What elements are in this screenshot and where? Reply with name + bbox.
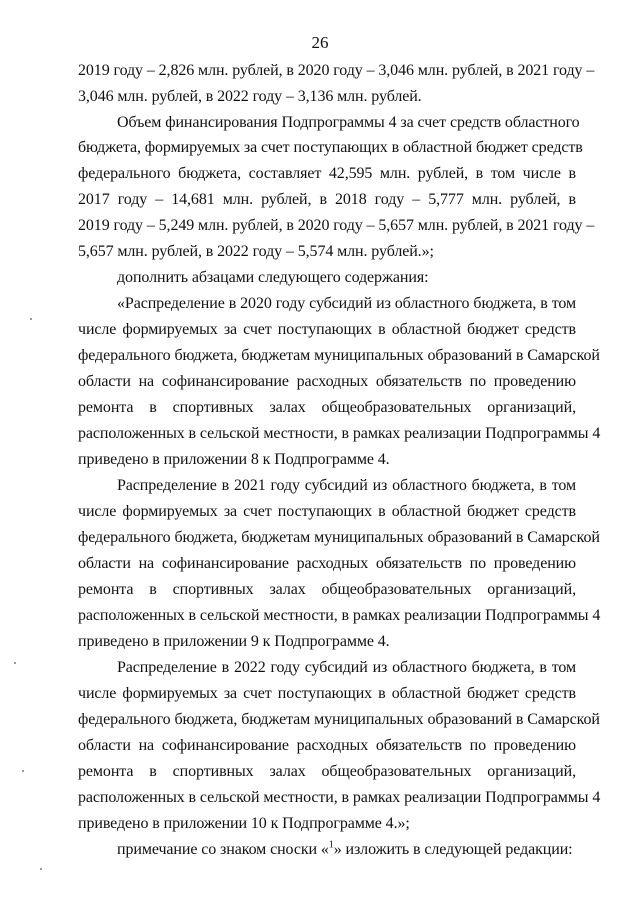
- footnote-instruction-line: [117, 840, 576, 860]
- text-line: федерального бюджета, бюджетам муниципальных образований в Самарской: [78, 347, 600, 364]
- text-line: расположенных в сельской местности, в рамках реализации Подпрограммы 4: [78, 607, 601, 624]
- text-line: приведено в приложении 10 к Подпрограмме 4.»;: [78, 815, 410, 832]
- text-line: Распределение в 2021 году субсидий из областного бюджета, в том: [117, 477, 576, 494]
- text-line: 2019 году – 2,826 млн. рублей, в 2020 году – 3,046 млн. рублей, в 2021 году –: [78, 62, 595, 79]
- text-line: области на софинансирование расходных обязательств по проведению: [78, 737, 576, 754]
- scan-speck: [30, 318, 32, 320]
- text-line: федерального бюджета, бюджетам муниципальных образований в Самарской: [78, 711, 600, 728]
- text-line: ремонта в спортивных залах общеобразовательных организаций,: [78, 763, 576, 780]
- footnote-mark: 1: [328, 839, 334, 851]
- page-number: 26: [311, 33, 329, 52]
- text-line: 3,046 млн. рублей, в 2022 году – 3,136 млн. рублей.: [78, 88, 422, 105]
- text-line: федерального бюджета, бюджетам муниципальных образований в Самарской: [78, 529, 600, 546]
- text-line: бюджета, формируемых за счет поступающих в областной бюджет средств: [78, 139, 583, 156]
- text-line: дополнить абзацами следующего содержания:: [117, 269, 429, 286]
- text-line: числе формируемых за счет поступающих в областной бюджет средств: [78, 685, 576, 702]
- text-line: расположенных в сельской местности, в рамках реализации Подпрограммы 4: [78, 789, 601, 806]
- scan-speck: [40, 868, 42, 870]
- footnote-text-after: » изложить в следующей редакции:: [333, 841, 573, 858]
- text-line: расположенных в сельской местности, в рамках реализации Подпрограммы 4: [78, 425, 601, 442]
- scan-speck: [14, 662, 16, 664]
- text-line: Распределение в 2022 году субсидий из областного бюджета, в том: [117, 659, 576, 676]
- text-line: числе формируемых за счет поступающих в областной бюджет средств: [78, 503, 576, 520]
- text-line: Объем финансирования Подпрограммы 4 за счет средств областного: [117, 114, 580, 131]
- text-line: области на софинансирование расходных обязательств по проведению: [78, 555, 576, 572]
- text-line: 2017 году – 14,681 млн. рублей, в 2018 году – 5,777 млн. рублей, в: [78, 191, 576, 208]
- footnote-text-before: примечание со знаком сноски «: [117, 841, 329, 858]
- text-line: 2019 году – 5,249 млн. рублей, в 2020 году – 5,657 млн. рублей, в 2021 году –: [78, 217, 595, 234]
- text-line: федерального бюджета, составляет 42,595 млн. рублей, в том числе в: [78, 165, 576, 182]
- scan-speck: [22, 770, 24, 772]
- text-line: приведено в приложении 9 к Подпрограмме 4.: [78, 633, 390, 650]
- text-line: ремонта в спортивных залах общеобразовательных организаций,: [78, 581, 576, 598]
- text-line: области на софинансирование расходных обязательств по проведению: [78, 373, 576, 390]
- text-line: «Распределение в 2020 году субсидий из областного бюджета, в том: [117, 295, 576, 312]
- text-line: 5,657 млн. рублей, в 2022 году – 5,574 млн. рублей.»;: [78, 243, 434, 260]
- text-line: ремонта в спортивных залах общеобразовательных организаций,: [78, 399, 576, 416]
- text-line: приведено в приложении 8 к Подпрограмме 4.: [78, 451, 390, 468]
- text-line: числе формируемых за счет поступающих в областной бюджет средств: [78, 321, 576, 338]
